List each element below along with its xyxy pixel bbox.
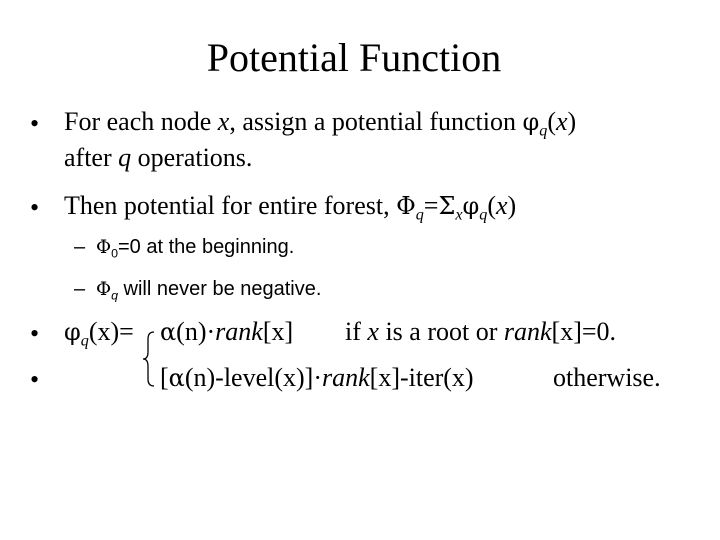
variable-x: x	[555, 107, 568, 136]
capital-phi-symbol: Φ	[396, 192, 416, 220]
paren-open: (	[487, 191, 496, 220]
text-fragment: , assign a potential function	[229, 107, 523, 136]
formula-lhs	[64, 316, 134, 348]
capital-phi-symbol: Φ	[96, 279, 112, 300]
formula-fragment: -level(x)]·	[215, 363, 322, 392]
bullet-1-line-2	[64, 142, 252, 174]
sigma-symbol: Σ	[438, 192, 456, 220]
paren-open: (	[547, 107, 556, 136]
dash-marker: –	[74, 278, 86, 300]
rank-word: rank	[503, 317, 552, 346]
formula-case-1	[160, 316, 293, 348]
variable-x: x	[496, 191, 508, 220]
bullet-marker: •	[30, 109, 40, 138]
subscript-q: q	[539, 122, 548, 140]
variable-q: q	[118, 143, 132, 172]
formula-case-2	[160, 362, 474, 394]
subscript-zero: 0	[111, 246, 118, 261]
formula-fragment: [x]	[262, 317, 294, 346]
rank-word: rank	[215, 317, 263, 346]
bullet-marker: •	[30, 193, 40, 222]
formula-fragment: (n)·	[176, 317, 216, 346]
subscript-q: q	[111, 288, 118, 303]
alpha-symbol: α	[168, 364, 185, 392]
phi-symbol: φ	[64, 318, 81, 346]
bullet-marker: •	[30, 319, 40, 348]
equals-sign: =	[423, 191, 439, 220]
alpha-symbol: α	[160, 318, 177, 346]
formula-case-2-condition: otherwise.	[553, 363, 661, 392]
sub-bullet-text: =0 at the beginning.	[117, 236, 295, 258]
bullet-marker: •	[30, 365, 40, 394]
bullet-2-line	[64, 190, 516, 222]
formula-fragment: [	[160, 363, 169, 392]
condition-fragment: if	[345, 317, 368, 346]
variable-x: x	[367, 317, 379, 346]
paren-close: )	[507, 191, 517, 220]
variable-x: x	[217, 107, 230, 136]
paren-close: )	[567, 107, 577, 136]
sub-bullet-2	[74, 276, 321, 303]
sub-bullet-1	[74, 234, 294, 261]
capital-phi-symbol: Φ	[96, 237, 112, 258]
left-brace	[142, 330, 156, 388]
formula-lhs-text: (x)=	[88, 317, 134, 346]
subscript-q: q	[415, 206, 424, 224]
text-fragment: Then potential for entire forest,	[64, 191, 397, 220]
rank-word: rank	[321, 363, 370, 392]
bullet-1-line-1	[64, 106, 576, 138]
dash-marker: –	[74, 236, 86, 258]
condition-fragment: [x]=0.	[551, 317, 617, 346]
phi-symbol: φ	[522, 108, 540, 136]
subscript-q: q	[80, 332, 89, 350]
condition-fragment: is a root or	[378, 317, 504, 346]
phi-symbol: φ	[462, 192, 480, 220]
slide-title: Potential Function	[206, 35, 502, 80]
sub-bullet-text: will never be negative.	[117, 278, 322, 300]
formula-case-1-condition	[345, 316, 616, 348]
formula-fragment: [x]-iter(x)	[369, 363, 474, 392]
subscript-q: q	[479, 206, 488, 224]
text-fragment: For each node	[64, 107, 218, 136]
formula-fragment: (n)	[184, 363, 216, 392]
subscript-x: x	[455, 206, 463, 224]
text-fragment: after	[64, 143, 119, 172]
text-fragment: operations.	[131, 143, 253, 172]
